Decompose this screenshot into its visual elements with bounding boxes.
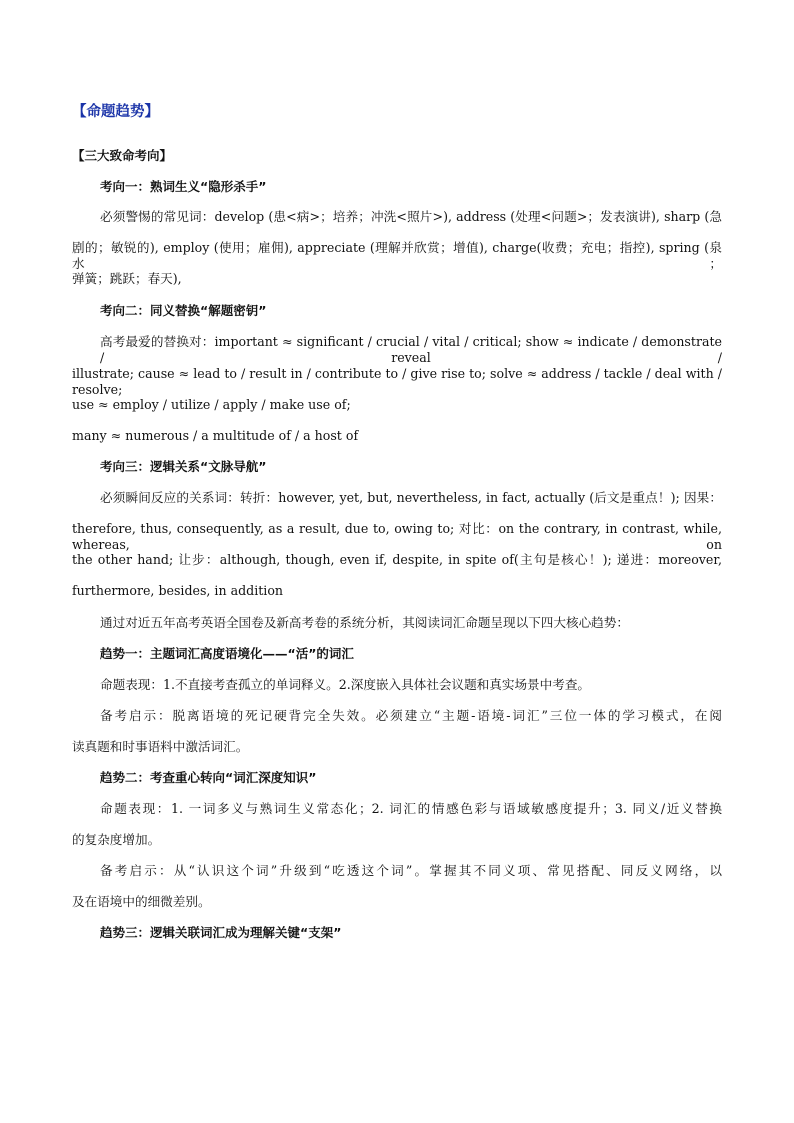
heading-k1: 考向一：熟词生义“隐形杀手” [100,179,267,194]
heading-t2: 趋势二：考查重心转向“词汇深度知识” [100,770,317,785]
paragraph-line: 读真题和时事语料中激活词汇。 [72,739,249,754]
paragraph-line: the other hand; 让步：although, though, even if, despite, in spite of(主句是核心！); 递进：moreover, [72,552,722,567]
paragraph-line: 的复杂度增加。 [72,832,161,847]
heading-k3: 考向三：逻辑关系“文脉导航” [100,459,267,474]
paragraph-line: 命题表现：1. 一词多义与熟词生义常态化；2. 词汇的情感色彩与语域敏感度提升；3. 同义/近义替换 [100,801,722,816]
paragraph-line: use ≈ employ / utilize / apply / make use of; [72,397,351,412]
heading-k2: 考向二：同义替换“解题密钥” [100,303,267,318]
paragraph-line: 剧的；敏锐的), employ (使用；雇佣), appreciate (理解并欣赏；增值), charge(收费；充电；指控), spring (泉水； [72,240,722,271]
paragraph-line: 高考最爱的替换对：important ≈ significant / crucial / vital / critical; show ≈ indicate / demonstrate / reveal / [100,334,722,365]
paragraph-line: furthermore, besides, in addition [72,583,284,598]
paragraph-line: 及在语境中的细微差别。 [72,894,211,909]
section-title: 【命题趋势】 [72,104,159,120]
paragraph-line: 备考启示：从“认识这个词”升级到“吃透这个词”。掌握其不同义项、常见搭配、同反义网络，以 [100,863,722,878]
paragraph-line: 命题表现：1.不直接考查孤立的单词释义。2.深度嵌入具体社会议题和真实场景中考查。 [100,677,591,692]
paragraph-line: illustrate; cause ≈ lead to / result in / contribute to / give rise to; solve ≈ address / tackle / deal with / resolve; [72,366,722,397]
intro-line: 通过对近五年高考英语全国卷及新高考卷的系统分析，其阅读词汇命题呈现以下四大核心趋势： [100,615,629,630]
paragraph-line: many ≈ numerous / a multitude of / a host of [72,428,359,443]
subsection-title: 【三大致命考向】 [72,148,173,163]
paragraph-line: 弹簧；跳跃；春天), [72,271,182,286]
heading-t3: 趋势三：逻辑关联词汇成为理解关键“支架” [100,925,342,940]
paragraph-line: 必须警惕的常见词：develop (患<病>；培养；冲洗<照片>), address (处理<问题>；发表演讲), sharp (急 [100,209,722,224]
heading-t1: 趋势一：主题词汇高度语境化——“活”的词汇 [100,646,354,661]
paragraph-line: 必须瞬间反应的关系词：转折：however, yet, but, nevertheless, in fact, actually (后文是重点！); 因果： [100,490,722,505]
paragraph-line: therefore, thus, consequently, as a result, due to, owing to; 对比：on the contrary, in contrast, while, whereas, on [72,521,722,552]
paragraph-line: 备考启示：脱离语境的死记硬背完全失效。必须建立“主题-语境-词汇”三位一体的学习模式，在阅 [100,708,722,723]
